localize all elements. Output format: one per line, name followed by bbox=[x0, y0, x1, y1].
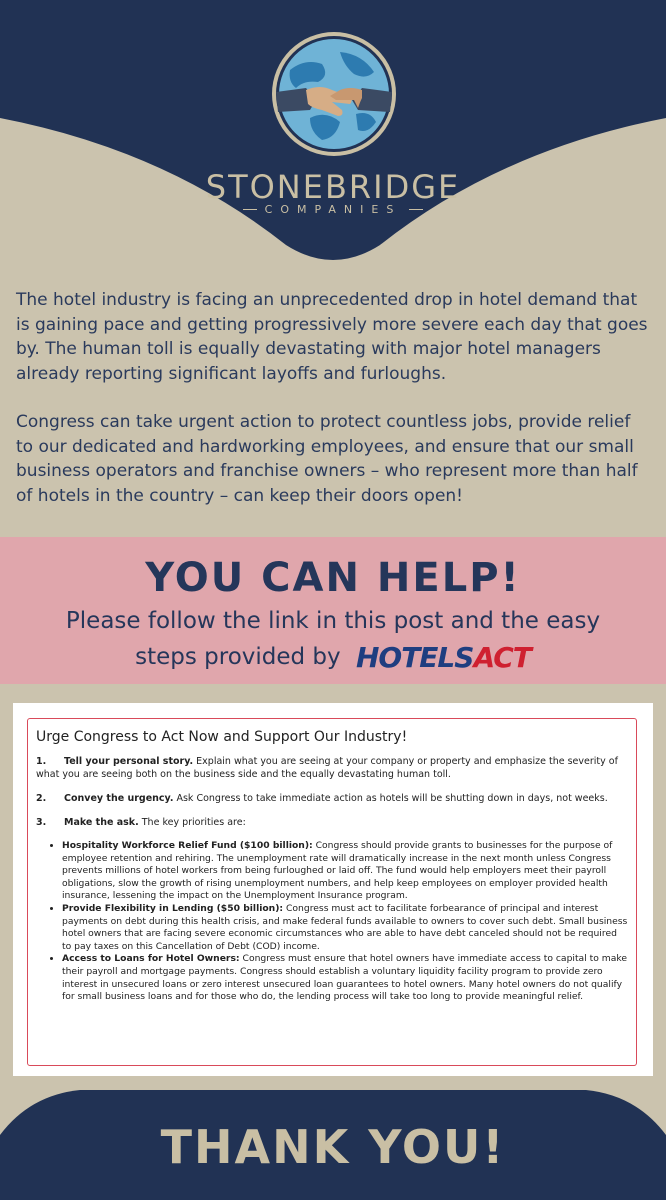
step-heading: Make the ask. bbox=[64, 817, 139, 828]
step-text: Ask Congress to take immediate action as hotels will be shutting down in days, not weeks. bbox=[173, 793, 608, 804]
step-text: Explain what you are seeing at your company or property and emphasize the severity of what you are seeing both on the business side and the equally devastating human toll. bbox=[36, 756, 618, 780]
divider bbox=[409, 209, 423, 210]
priority-text: Congress must act to facilitate forbearance of principal and interest payments on debt during this health crisis, and make federal funds available to owners to cover such debt. Small business hotel owners that are facing severe economic circumstances who are able to have debt canceled should not be required to pay taxes on this Cancellation of Debt (COD) income. bbox=[62, 902, 628, 952]
priority-list bbox=[36, 840, 628, 1004]
step-heading: Tell your personal story. bbox=[64, 756, 194, 767]
priority-text: Congress must ensure that hotel owners have immediate access to capital to make their payroll and mortgage payments. Congress should establish a voluntary liquidity facility program to provide zero interest in unsecured loans or zero interest unsecured loan guarantees to hotel owners. Many hotel owners do not qualify for small business loans and for those who do, the lending process will take too long to provide meaningful relief. bbox=[62, 953, 628, 1003]
step-number: 2. bbox=[36, 793, 47, 804]
intro-paragraph-1: The hotel industry is facing an unprecedented drop in hotel demand that is gaining pace and getting progressively more severe each day that goes by. The human toll is equally devastating with major hotel managers already reporting significant layoffs and furloughs. bbox=[16, 290, 648, 384]
step-text: The key priorities are: bbox=[138, 817, 246, 828]
list-item bbox=[62, 953, 628, 1003]
help-banner bbox=[0, 537, 666, 684]
hotelsact-logo bbox=[356, 640, 531, 676]
priority-text: Congress should provide grants to businesses for the purpose of employee retention and rehiring. The unemployment rate will dramatically increase in the next month unless Congress prevents millions of hotel workers from being furloughed or laid off. The fund would help employers meet their payroll obligations, slow the growth of rising unemployment numbers, and help keep employees on employer provided health insurance, lessening the impact on the Unemployment Insurance program. bbox=[62, 840, 613, 902]
card-title: Urge Congress to Act Now and Support Our Industry! bbox=[36, 729, 408, 745]
divider bbox=[243, 209, 257, 210]
intro-text bbox=[16, 288, 650, 532]
help-line-2 bbox=[0, 639, 666, 676]
step-number: 1. bbox=[36, 756, 47, 767]
list-item bbox=[62, 903, 628, 953]
step-item bbox=[36, 792, 628, 805]
step-number: 3. bbox=[36, 817, 47, 828]
help-text bbox=[0, 603, 666, 676]
step-item bbox=[36, 755, 628, 781]
brand-subtitle bbox=[0, 203, 666, 216]
intro-paragraph-2: Congress can take urgent action to protect countless jobs, provide relief to our dedicated and hardworking employees, and ensure that our small business operators and franchise owners – who represent more than half of hotels in the country – can keep their doors open! bbox=[16, 412, 638, 506]
thank-you-text: THANK YOU! bbox=[160, 1120, 506, 1174]
hotelsact-logo-part2: ACT bbox=[473, 640, 531, 674]
priority-heading: Hospitality Workforce Relief Fund ($100 billion): bbox=[62, 840, 313, 851]
list-item bbox=[62, 840, 628, 903]
action-card bbox=[13, 703, 653, 1076]
help-title: YOU CAN HELP! bbox=[145, 555, 521, 601]
priority-heading: Provide Flexibility in Lending ($50 billion): bbox=[62, 902, 284, 914]
help-line-1: Please follow the link in this post and the easy bbox=[65, 608, 601, 634]
step-heading: Convey the urgency. bbox=[64, 793, 174, 804]
brand-name: STONEBRIDGE bbox=[205, 168, 461, 206]
step-item bbox=[36, 816, 628, 829]
hotelsact-logo-part1: HOTELS bbox=[355, 640, 474, 674]
brand-sub-text: COMPANIES bbox=[264, 203, 402, 216]
priority-heading: Access to Loans for Hotel Owners: bbox=[62, 953, 240, 965]
action-card-border bbox=[27, 718, 637, 1066]
handshake-globe-icon bbox=[270, 30, 398, 158]
help-line-2-text: steps provided by bbox=[135, 644, 341, 670]
